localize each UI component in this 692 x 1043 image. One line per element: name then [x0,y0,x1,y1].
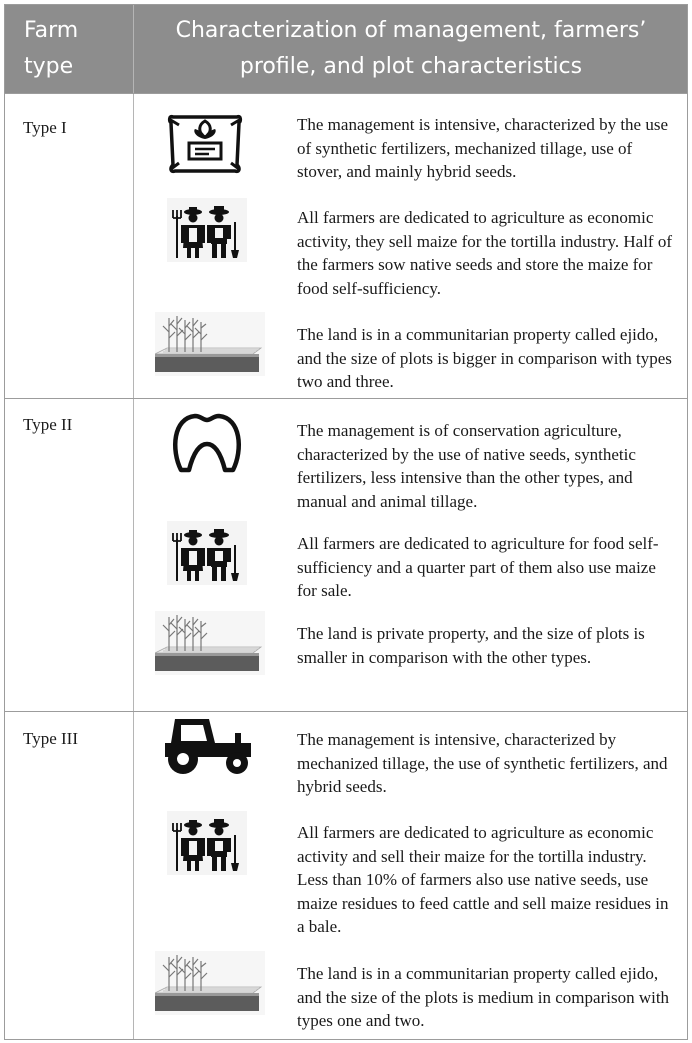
row-divider [5,398,687,399]
maize-plot-icon [155,951,265,1015]
farmers-icon [167,521,247,585]
tractor-icon [157,715,257,775]
maize-plot-icon [155,611,265,675]
plot-description: The land is in a communitarian property called ejido, and the size of plots is bigger in comparison with types two and three. [297,325,672,391]
maize-plot-icon [155,312,265,376]
farmers-description: All farmers are dedicated to agriculture as economic activity, they sell maize for the tortilla industry. Half of the farmers sow native seeds and store the maize for food self-sufficiency. [297,208,672,298]
farm-type-table [4,4,688,1040]
farmers-icon [167,811,247,875]
row-divider [5,93,687,94]
header-characterization: Characterization of management, farmers’ profile, and plot characteristics [175,18,647,79]
row-divider [5,711,687,712]
management-description: The management is intensive, characterized by mechanized tillage, the use of synthetic fertilizers, and hybrid seeds. [297,730,668,796]
type-label: Type II [23,415,73,434]
fertilizer-bag-icon [165,111,245,175]
type-label: Type III [23,729,78,748]
plot-description: The land is private property, and the size of plots is smaller in comparison with the other types. [297,624,645,667]
farmers-description: All farmers are dedicated to agriculture for food self-sufficiency and a quarter part of them also use maize for sale. [297,534,659,600]
table-header [5,5,687,93]
farmers-description: All farmers are dedicated to agriculture as economic activity and sell their maize for the tortilla industry. Less than 10% of farmers also use native seeds, use maize residues to feed cattle and sell maize residues in a bale. [297,823,669,936]
header-farm-type: Farm type [24,18,79,79]
type-label: Type I [23,118,67,137]
plot-description: The land is in a communitarian property called ejido, and the size of the plots is medium in comparison with types one and two. [297,964,670,1030]
column-divider [133,5,134,1039]
management-description: The management is intensive, characterized by the use of synthetic fertilizers, mechanized tillage, use of stover, and mainly hybrid seeds. [297,115,669,181]
management-description: The management is of conservation agriculture, characterized by the use of native seeds, synthetic fertilizers, less intensive than the other types, and manual and animal tillage. [297,421,636,511]
arch-icon [167,410,247,474]
farmers-icon [167,198,247,262]
